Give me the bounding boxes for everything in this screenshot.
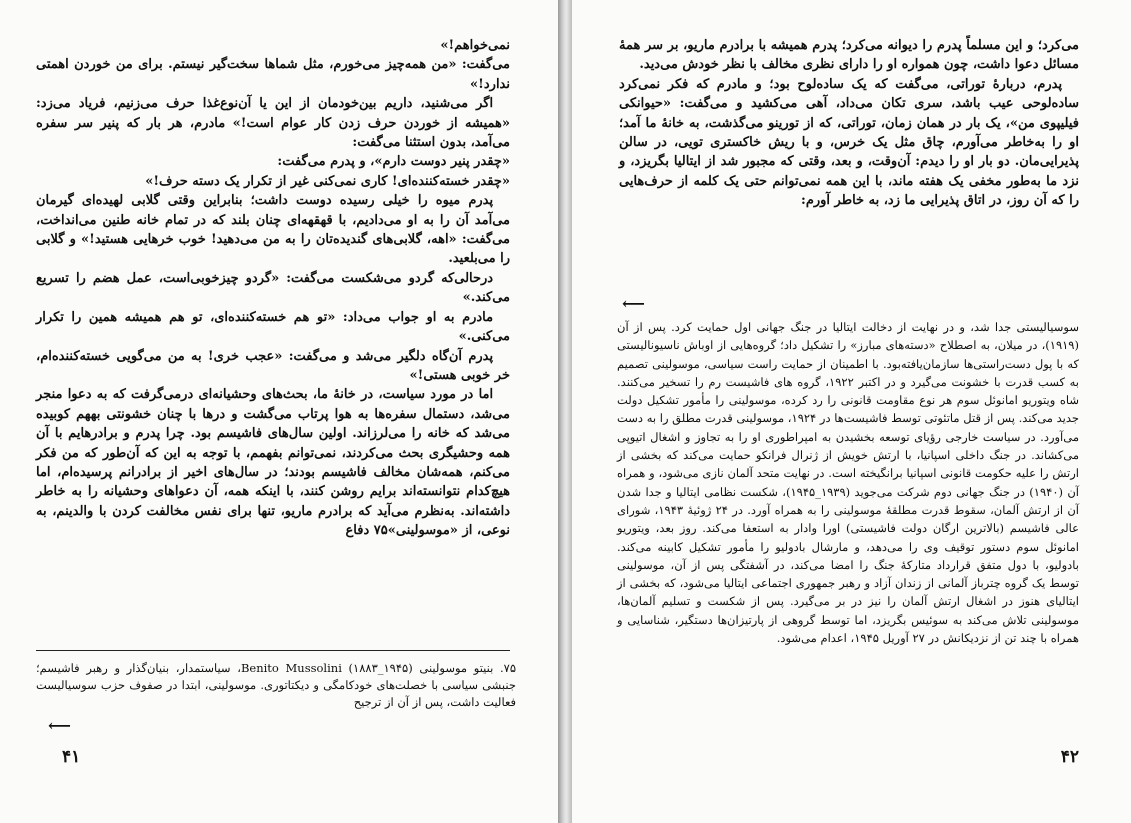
paragraph: پدرم آن‌گاه دلگیر می‌شد و می‌گفت: «عجب خری! به من می‌گویی خسته‌کننده‌ام، خر خوبی هستی!» [36, 348, 510, 383]
continuation-arrow-icon: ⟵ [622, 294, 645, 313]
right-page-body [619, 36, 1079, 211]
page-number-left: ۴۱ [62, 747, 81, 767]
book-gutter [558, 0, 572, 823]
paragraph: «چقدر خسته‌کننده‌ای! کاری نمی‌کنی غیر از تکرار یک دسته حرف!» [145, 173, 510, 189]
paragraph: پدرم میوه را خیلی رسیده دوست داشت؛ بنابراین وقتی گلابی لهیده‌ای گیرمان می‌آمد آن را به او می‌دادیم، با قهقهه‌ای چنان بلند که در تمام خانه طنین می‌انداخت، می‌گفت: «اهه، گلابی‌های گندیده‌تان را به من می‌دهید! خوب خرهایی هستید!» و گلابی را می‌بلعید. [36, 193, 510, 267]
left-footnote: ۷۵. بنیتو موسولینی Benito Mussolini (۱۸۸۳_۱۹۴۵)، سیاستمدار، بنیان‌گذار و رهبر فاشیسم؛ جنبشی سیاسی با خصلت‌های خودکامگی و دیکتاتوری. موسولینی، ابتدا در صفوف حزب سوسیالیست فعالیت داشت، پس از آن از ترجیح [36, 661, 517, 709]
left-page-body [36, 36, 510, 541]
right-page [572, 0, 1131, 823]
right-footnote: سوسیالیستی جدا شد، و در نهایت از دخالت ایتالیا در جنگ جهانی اول حمایت کرد. پس از آن (۱۹۱۹)، در میلان، به اصطلاح «دسته‌های مبارز» را تشکیل داد؛ گروه‌هایی از اوباش ناسیونالیستی که با پول دست‌راستی‌ها سازمان‌یافته‌بود. با اطمینان از حمایت راست سیاسی، موسولینی تصمیم به کسب قدرت با خشونت می‌گیرد و در اکتبر ۱۹۲۲، گروه های فاشیست رم را تسخیر می‌کنند. شاه ویتوریو امانوئل سوم هر نوع مقاومت قانونی را رد کرده، موسولینی را مأمور تشکیل دولت جدید می‌کند. پس از قتل ماتئوتی توسط فاشیست‌ها در ۱۹۲۴، موسولینی قدرت مطلق را به دست می‌آورد. در سیاست خارجی رؤیای توسعه بخشیدن به امپراطوری او را به تجاوز و اشغال اتیوپی می‌کشاند. در جنگ داخلی اسپانیا، با ارتش خویش از ژنرال فرانکو حمایت می‌کند که بخشی از ارتش را علیه حکومت قانونی اسپانیا برانگیخته است. در نهایت متحد آلمان نازی می‌شود، و همراه آن (۱۹۴۰) در جنگ جهانی دوم شرکت می‌جوید (۱۹۳۹_۱۹۴۵)، شکست نظامی ایتالیا و جدا شدن آن از ارتش آلمان، سقوط قدرت مطلقهٔ موسولینی را به همراه آورد. در ۲۴ ژوئیهٔ ۱۹۴۳، شورای عالی فاشیسم (بالاترین ارگان دولت فاشیستی) اورا وادار به استعفا می‌کند. روز بعد، ویتوریو امانوئل سوم دستور توقیف وی را می‌دهد، و مارشال بادولیو را مأمور تشکیل کابینه می‌کند. بادولیو، با دول متفق قرارداد متارکهٔ جنگ را امضا می‌کند، در آشفتگی پس از آن، موسولینی توسط یک گروه چترباز آلمانی از زندان آزاد و رهبر جمهوری اجتماعی ایتالیا می‌شود، که بخشی از ایتالیای هنوز در اشغال ارتش آلمان را نیز در بر می‌گیرد. پس از شکست و تسلیم آلمان‌ها، موسولینی تلاش می‌کند به سوئیس بگریزد، اما توسط گروهی از پارتیزان‌ها دستگیر، شناسایی و همراه با چند تن از نزدیکانش در ۲۷ آوریل ۱۹۴۵، اعدام می‌شود. [617, 320, 1080, 646]
footnote-divider [36, 650, 510, 651]
paragraph: می‌کرد؛ و این مسلماً پدرم را دیوانه می‌کرد؛ پدرم همیشه با برادرم ماریو، بر سر همهٔ مسائل دعوا داشت، چون همواره او را دارای نظری مخالف با نظر خودش می‌دید. [619, 38, 1079, 73]
paragraph: «چقدر پنیر دوست دارم»، و پدرم می‌گفت: [277, 154, 510, 170]
left-page [0, 0, 558, 823]
continuation-arrow-icon: ⟵ [48, 716, 71, 735]
paragraph: نمی‌خواهم!» [440, 38, 510, 53]
paragraph: مادرم به او جواب می‌داد: «تو هم خسته‌کننده‌ای، تو هم همیشه همین را تکرار می‌کنی.» [36, 309, 510, 345]
paragraph: پدرم، دربارهٔ توراتی، می‌گفت که یک ساده‌لوح بود؛ و مادرم که فکر نمی‌کرد ساده‌لوحی عیب باشد، سری تکان می‌داد، آهی می‌کشید و می‌گفت: «حیوانکی فیلیپوی من»، یک بار در همان زمان، توراتی، که از تورینو می‌گذشت، به خانهٔ ما آمد؛ او را به‌خاطر می‌آورم، چاق مثل یک خرس، و با ریش خاکستری تویی، در سالن پذیرایی‌مان. دو بار او را دیدم: آن‌وقت، و بعد، وقتی که مجبور شد از ایتالیا بگریزد، و نزد ما به‌طور مخفی یک هفته ماند، با این همه نمی‌توانم حتی یک کلمه از حرف‌هایی را که آن روز، در اتاق پذیرایی ما زد، به خاطر آورم: [619, 76, 1079, 209]
page-number-right: ۴۲ [1060, 747, 1079, 767]
paragraph: می‌گفت: «من همه‌چیز می‌خورم، مثل شماها سخت‌گیر نیستم. برای من خوردن اهمتی ندارد!» [36, 57, 510, 92]
paragraph: اما در مورد سیاست، در خانهٔ ما، بحث‌های وحشیانه‌ای درمی‌گرفت که به دعوا منجر می‌شد، دستمال سفره‌ها به هوا پرتاب می‌گشت و درها با چنان خشونتی بههم کوبیده می‌شد که خانه را می‌لرزاند. اولین سال‌های فاشیسم بود. چرا پدرم و برادرهایم با آن همه وحشیگری بحث می‌کردند، نمی‌توانم بفهمم، با توجه به این که آن‌طور که من فکر می‌کنم، همه‌شان مخالف فاشیسم بودند؛ در سال‌های اخیر از برادرانم پرسیده‌ام، اما هیچ‌کدام نتوانسته‌اند برایم روشن کنند، با اینکه همه، آن دعواهای وحشیانه را به خاطر داشته‌اند. به‌نظرم می‌آید که برادرم ماریو، تنها برای نفس مخالفت کردن با والدینم، به نوعی، از «موسولینی»۷۵ دفاع [36, 387, 510, 539]
paragraph: اگر می‌شنید، داریم بین‌خودمان از این یا آن‌نوع‌غذا حرف می‌زنیم، فریاد می‌زد: «همیشه از خوردن حرف زدن کار عوام است!» مادرم، هر بار که پنیر سر سفره می‌آمد، بدون استثنا می‌گفت: [36, 96, 510, 151]
paragraph: درحالی‌که گردو می‌شکست می‌گفت: «گردو چیزخوبی‌است، عمل هضم را تسریع می‌کند.» [36, 270, 510, 306]
